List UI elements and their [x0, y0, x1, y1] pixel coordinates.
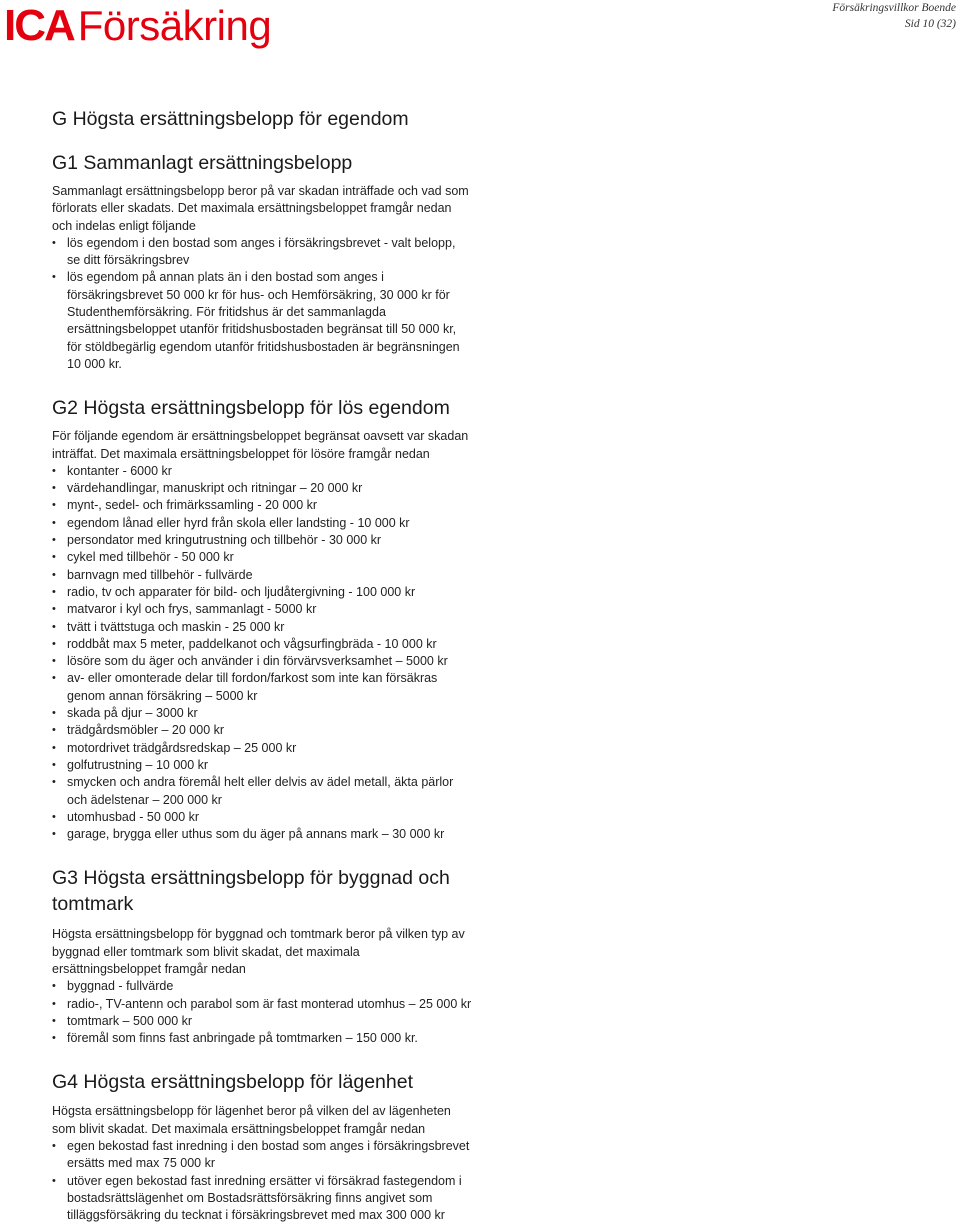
section-title: G Högsta ersättningsbelopp för egendom: [52, 108, 409, 130]
list-item: • golfutrustning – 10 000 kr: [52, 757, 472, 774]
list-item: • tomtmark – 500 000 kr: [52, 1013, 472, 1030]
list-item: • radio, tv och apparater för bild- och ljudåtergivning - 100 000 kr: [52, 584, 472, 601]
page-header-info: [832, 0, 956, 32]
g2-list: [52, 463, 472, 844]
logo-ica-text: ICA: [4, 1, 74, 50]
list-item: • roddbåt max 5 meter, paddelkanot och vågsurfingbräda - 10 000 kr: [52, 636, 472, 653]
list-item: • trädgårdsmöbler – 20 000 kr: [52, 722, 472, 739]
list-item: • tvätt i tvättstuga och maskin - 25 000 kr: [52, 619, 472, 636]
g2-intro: För följande egendom är ersättningsbeloppet begränsat oavsett var skadan inträffat. Det maximala ersättningsbeloppet för lösöre framgår nedan: [52, 429, 469, 461]
list-item: • utomhusbad - 50 000 kr: [52, 809, 472, 826]
list-item: • smycken och andra föremål helt eller delvis av ädel metall, äkta pärlor och ädelstenar – 200 000 kr: [52, 774, 472, 809]
g4-list: [52, 1138, 472, 1224]
g1-list: [52, 235, 472, 373]
list-item: • cykel med tillbehör - 50 000 kr: [52, 549, 472, 566]
list-item: • persondator med kringutrustning och tillbehör - 30 000 kr: [52, 532, 472, 549]
g2-heading: G2 Högsta ersättningsbelopp för lös egendom: [52, 397, 450, 420]
list-item: • lösöre som du äger och använder i din förvärvsverksamhet – 5000 kr: [52, 653, 472, 670]
list-item: • utöver egen bekostad fast inredning ersätter vi försäkrad fastegendom i bostadsrättslägenhet om Bostadsrättsförsäkring finns angivet som tilläggsförsäkring du tecknat i försäkringsbrevet med max 300 000 kr: [52, 1173, 472, 1225]
list-item: • barnvagn med tillbehör - fullvärde: [52, 567, 472, 584]
g1-intro: Sammanlagt ersättningsbelopp beror på var skadan inträffade och vad som förlorats eller skadats. Det maximala ersättningsbeloppet framgår nedan och indelas enligt följande: [52, 184, 469, 233]
g4-heading: G4 Högsta ersättningsbelopp för lägenhet: [52, 1071, 413, 1094]
g3-list: [52, 978, 472, 1047]
list-item: • värdehandlingar, manuskript och ritningar – 20 000 kr: [52, 480, 472, 497]
list-item: • kontanter - 6000 kr: [52, 463, 472, 480]
list-item: • garage, brygga eller uthus som du äger på annans mark – 30 000 kr: [52, 826, 472, 843]
page-number: Sid 10 (32): [904, 18, 956, 30]
list-item: • matvaror i kyl och frys, sammanlagt - 5000 kr: [52, 601, 472, 618]
list-item: • lös egendom i den bostad som anges i försäkringsbrevet - valt belopp, se ditt försäkringsbrev: [52, 235, 472, 270]
document-body: [52, 106, 472, 1225]
list-item: • mynt-, sedel- och frimärkssamling - 20 000 kr: [52, 497, 472, 514]
g3-heading: G3 Högsta ersättningsbelopp för byggnad och tomtmark: [52, 867, 450, 916]
list-item: • föremål som finns fast anbringade på tomtmarken – 150 000 kr.: [52, 1030, 472, 1047]
list-item: • av- eller omonterade delar till fordon/farkost som inte kan försäkras genom annan försäkring – 5000 kr: [52, 670, 472, 705]
ica-forsakring-logo: [4, 1, 272, 50]
g3-intro: Högsta ersättningsbelopp för byggnad och tomtmark beror på vilken typ av byggnad eller tomtmark som blivit skadat, det maximala ersättningsbeloppet framgår nedan: [52, 927, 465, 976]
list-item: • motordrivet trädgårdsredskap – 25 000 kr: [52, 740, 472, 757]
list-item: • egen bekostad fast inredning i den bostad som anges i försäkringsbrevet ersätts med max 75 000 kr: [52, 1138, 472, 1173]
document-title: Försäkringsvillkor Boende: [832, 2, 956, 14]
g4-intro: Högsta ersättningsbelopp för lägenhet beror på vilken del av lägenheten som blivit skadat. Det maximala ersättningsbeloppet framgår nedan: [52, 1104, 451, 1136]
logo-forsakring-text: Försäkring: [77, 2, 272, 49]
list-item: • egendom lånad eller hyrd från skola eller landsting - 10 000 kr: [52, 515, 472, 532]
g1-heading: G1 Sammanlagt ersättningsbelopp: [52, 152, 353, 174]
list-item: • byggnad - fullvärde: [52, 978, 472, 995]
list-item: • radio-, TV-antenn och parabol som är fast monterad utomhus – 25 000 kr: [52, 996, 472, 1013]
list-item: • lös egendom på annan plats än i den bostad som anges i försäkringsbrevet 50 000 kr för hus- och Hemförsäkring, 30 000 kr för Studenthemförsäkring. För fritidshus är det sammanlagda ersättningsbeloppet utanför fritidshusbostaden begränsat till 50 000 kr, för stöldbegärlig egendom utanför fritidshusbostaden är begränsningen 10 000 kr.: [52, 269, 472, 373]
list-item: • skada på djur – 3000 kr: [52, 705, 472, 722]
